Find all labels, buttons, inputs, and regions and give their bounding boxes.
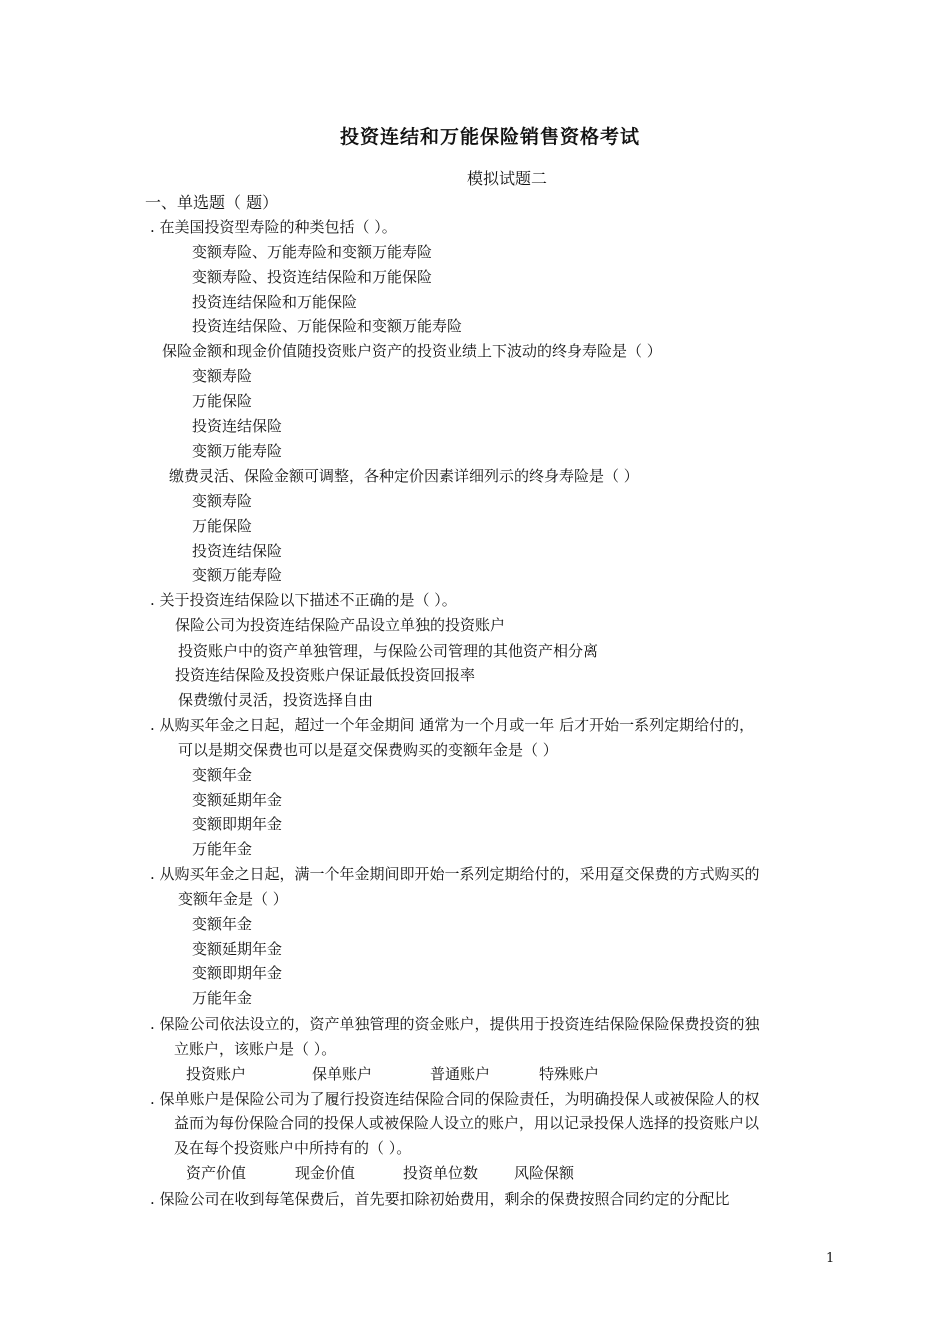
option: 变额即期年金 [192,964,283,982]
option: 变额寿险、投资连结保险和万能保险 [192,268,433,286]
option: 变额年金 [192,915,253,933]
question-stem: . 保单账户是保险公司为了履行投资连结保险合同的保险责任，为明确投保人或被保险人的权 [150,1090,760,1108]
section-heading: 一、单选题（ 题） [145,193,279,212]
question-stem: . 保险公司依法设立的，资产单独管理的资金账户，提供用于投资连结保险保险保费投资的独 [150,1015,760,1033]
option: 变额寿险 [192,492,253,510]
option: 保费缴付灵活，投资选择自由 [178,691,374,709]
option: 变额寿险 [192,367,253,385]
option: 现金价值 [295,1164,356,1182]
question-stem: . 从购买年金之日起，满一个年金期间即开始一系列定期给付的，采用趸交保费的方式购买的 [150,865,760,883]
option: 投资连结保险和万能保险 [192,293,358,311]
document-title: 投资连结和万能保险销售资格考试 [339,126,640,148]
option: 投资连结保险及投资账户保证最低投资回报率 [175,666,476,684]
question-stem: 缴费灵活、保险金额可调整，各种定价因素详细列示的终身寿险是（ ） [169,467,639,485]
option: 资产价值 [186,1164,247,1182]
option: 投资连结保险 [192,417,283,435]
option: 变额延期年金 [192,791,283,809]
option: 万能年金 [192,989,253,1007]
option: 投资连结保险 [192,542,283,560]
question-stem: . 关于投资连结保险以下描述不正确的是（ ）。 [150,591,457,609]
option: 投资账户 [186,1065,247,1083]
option: 保险公司为投资连结保险产品设立单独的投资账户 [175,616,506,634]
question-stem-continued: 可以是期交保费也可以是趸交保费购买的变额年金是（ ） [178,741,558,759]
option: 变额寿险、万能寿险和变额万能寿险 [192,243,433,261]
option: 变额万能寿险 [192,442,283,460]
option: 特殊账户 [539,1065,600,1083]
option: 投资账户中的资产单独管理，与保险公司管理的其他资产相分离 [178,642,599,660]
question-stem: . 在美国投资型寿险的种类包括（ ）。 [150,218,397,236]
option: 变额年金 [192,766,253,784]
question-stem: . 从购买年金之日起，超过一个年金期间 通常为一个月或一年 后才开始一系列定期给付的， [150,716,755,734]
option: 保单账户 [312,1065,373,1083]
option: 变额万能寿险 [192,566,283,584]
question-stem-continued: 及在每个投资账户中所持有的（ ）。 [174,1139,412,1157]
option: 普通账户 [430,1065,491,1083]
option: 万能保险 [192,517,253,535]
question-stem-continued: 立账户，该账户是（ ）。 [174,1040,337,1058]
option: 风险保额 [514,1164,575,1182]
option: 万能保险 [192,392,253,410]
option: 投资连结保险、万能保险和变额万能寿险 [192,317,463,335]
document-subtitle: 模拟试题二 [466,169,547,188]
question-stem-continued: 变额年金是（ ） [178,890,288,908]
question-stem: . 保险公司在收到每笔保费后，首先要扣除初始费用，剩余的保费按照合同约定的分配比 [150,1190,730,1208]
page-number: 1 [826,1251,835,1266]
option: 万能年金 [192,840,253,858]
option: 变额即期年金 [192,815,283,833]
question-stem-continued: 益而为每份保险合同的投保人或被保险人设立的账户，用以记录投保人选择的投资账户以 [174,1114,760,1132]
option: 投资单位数 [403,1164,479,1182]
option: 变额延期年金 [192,940,283,958]
question-stem: 保险金额和现金价值随投资账户资产的投资业绩上下波动的终身寿险是（ ） [162,342,662,360]
